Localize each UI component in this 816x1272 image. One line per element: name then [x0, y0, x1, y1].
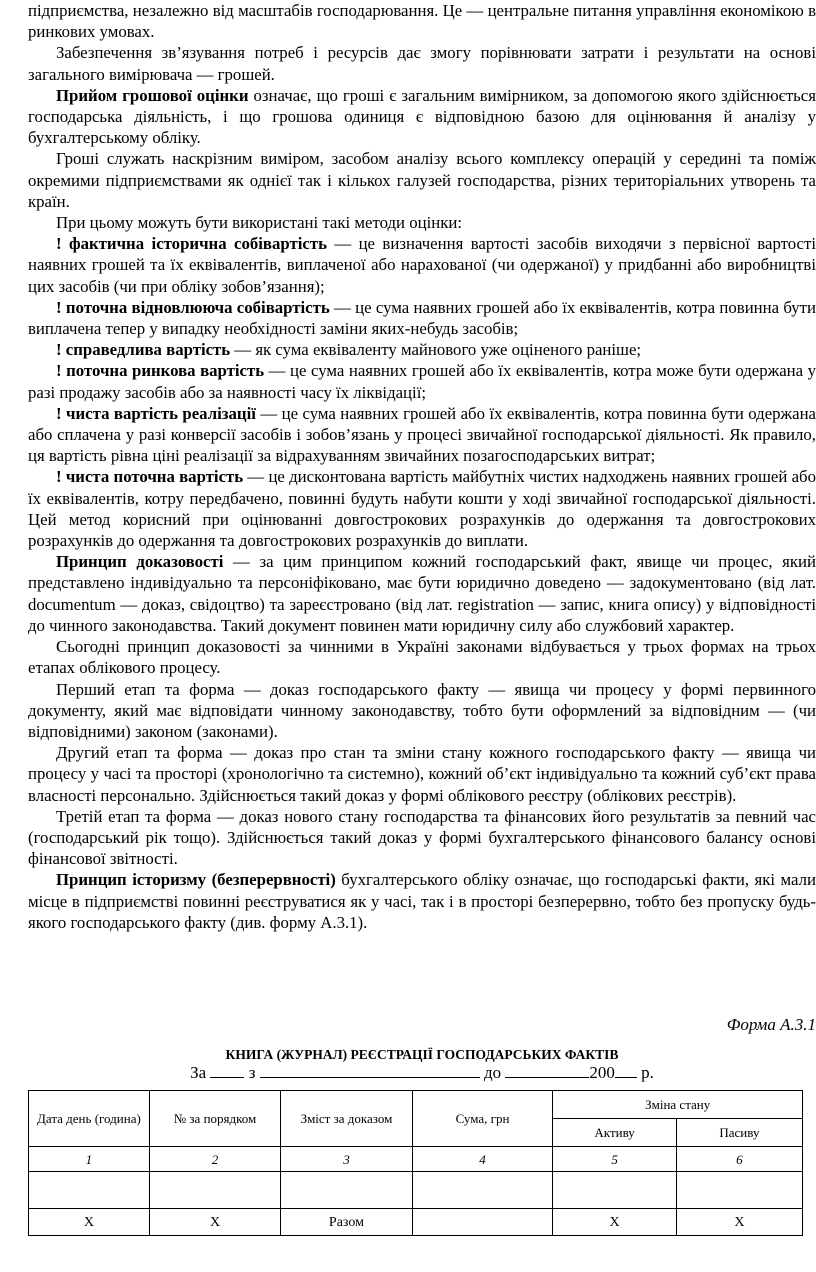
paragraph-text: Сьогодні принцип доказовості за чинними в Україні законами відбувається у трьох формах на трьох етапах облікового процесу. [28, 637, 816, 678]
paragraph-text: Забезпечення зв’язування потреб і ресурсів дає змогу порівнювати затрати і результати на основі загального вимірювача — грошей. [28, 43, 816, 84]
paragraph [28, 233, 816, 297]
paragraph-text: — це сума наявних грошей або їх еквівалентів, котра може бути одержана у разі продажу засобів або за наявності часу їх ліквідації; [28, 361, 816, 402]
paragraph [28, 806, 816, 870]
column-number: 1 [29, 1147, 150, 1172]
paragraph-text: — це визначення вартості засобів виходячи з первісної вартості наявних грошей та їх еквівалентів, виплаченої або нарахованої (чи одержаної) у придбанні або виробництві цих засобів (чи при обліку зобов’язання); [28, 234, 816, 296]
paragraph-term: ! чиста поточна вартість [56, 467, 244, 487]
paragraph-text: — за цим принципом кожний господарський факт, явище чи процес, який представлено індивідуально та персоніфіковано, має бути юридично доведено — задокументовано (від лат. documentum — доказ, свідоцтво) та зареєстровано (від лат. registration — запис, книга опису) у відповідності до чинного законодавства. Такий документ повинен мати юридичну силу або службовий характер. [28, 552, 816, 635]
period-z: з [248, 1063, 256, 1082]
paragraph-text: Третій етап та форма — доказ нового стану господарства та фінансових його результатів за певний час (господарський рік тощо). Здійснюється такий доказ у формі бухгалтерського фінансового балансу основі фінансової звітності. [28, 806, 816, 869]
blank-end [505, 1061, 589, 1078]
paragraph [28, 551, 816, 636]
column-number: 4 [412, 1147, 553, 1172]
paragraph [28, 212, 816, 233]
paragraph-term: ! поточна відновлююча собівартість [56, 297, 330, 317]
paragraph-text: — це сума наявних грошей або їх еквівалентів, котра повинна бути виплачена тепер у випадку необхідності заміни яких-небудь засобів; [28, 297, 816, 339]
paragraph-term: ! фактична історична собівартість [56, 234, 327, 254]
document-page [28, 0, 816, 1230]
paragraph [28, 403, 816, 467]
paragraph-text: Другий етап та форма — доказ про стан та зміни стану кожного господарського факту — явища чи процесу у часі та просторі (хронологічно та системно), кожний об’єкт індивідуально та кожний суб’єкт права власності персонально. Здійснюється такий доказ у формі облікового реєстру (облікових реєстрів). [28, 743, 816, 805]
total-cell [412, 1209, 553, 1236]
period-suffix: р. [641, 1063, 654, 1082]
paragraph-term: Принцип доказовості [56, 552, 224, 572]
paragraph [28, 339, 816, 360]
total-cell: Разом [281, 1209, 412, 1236]
paragraph-text: — це сума наявних грошей або їх еквівалентів, котра повинна бути одержана або сплачена у разі конверсії засобів і зобов’язань у процесі звичайної господарської діяльності. Як правило, ця вартість рівна ціні реалізації за відрахуванням звичайних позагосподарських витрат; [28, 403, 816, 466]
paragraph-text: бухгалтерського обліку означає, що господарські факти, які мали місце в підприємстві повинні реєструватися як у часі, так і в просторі безперервно, тобто без пропуску будь-якого господарського факту (див. форму А.3.1). [28, 870, 816, 932]
paragraph-term: ! чиста вартість реалізації [56, 403, 256, 423]
period-do: до [483, 1063, 502, 1082]
header-date: Дата день (година) [29, 1091, 150, 1147]
document-body [28, 0, 816, 933]
empty-cell [412, 1172, 553, 1209]
paragraph [28, 148, 816, 212]
period-line [28, 1061, 816, 1083]
total-cell: Х [29, 1209, 150, 1236]
header-assets: Активу [553, 1119, 676, 1147]
total-row [29, 1209, 803, 1236]
paragraph-text: Перший етап та форма — доказ господарського факту — явища чи процесу у формі первинного документу, який має відповідати чинному законодавству, тобто бути оформлений за відповідним — (чи відповідними) законом (законами). [28, 679, 816, 741]
empty-cell [553, 1172, 676, 1209]
empty-cell [29, 1172, 150, 1209]
paragraph-text: підприємства, незалежно від масштабів господарювання. Це — центральне питання управління економікою в ринкових умовах. [28, 1, 816, 42]
header-liabilities: Пасиву [676, 1119, 802, 1147]
paragraph [28, 0, 816, 42]
registration-table [28, 1090, 803, 1236]
paragraph [28, 42, 816, 84]
empty-cell [281, 1172, 412, 1209]
column-number: 5 [553, 1147, 676, 1172]
header-content: Зміст за доказом [281, 1091, 412, 1147]
period-za: За [190, 1063, 207, 1082]
blank-name [260, 1061, 480, 1078]
paragraph [28, 742, 816, 806]
paragraph-term: ! поточна ринкова вартість [56, 361, 265, 381]
paragraph [28, 679, 816, 743]
paragraph-term: Прийом грошової оцінки [56, 85, 249, 105]
paragraph-term: ! справедлива вартість [56, 340, 231, 360]
total-cell: Х [553, 1209, 676, 1236]
blank-year [615, 1061, 637, 1078]
paragraph-text: При цьому можуть бути використані такі методи оцінки: [56, 213, 463, 233]
empty-cell [149, 1172, 280, 1209]
total-cell: Х [676, 1209, 802, 1236]
paragraph [28, 636, 816, 678]
blank-start [210, 1061, 244, 1078]
form-title: КНИГА (ЖУРНАЛ) РЕЄСТРАЦІЇ ГОСПОДАРСЬКИХ ФАКТІВ [225, 1047, 619, 1062]
column-number: 6 [676, 1147, 802, 1172]
paragraph-text: — як сума еквіваленту майнового уже оціненого раніше; [230, 340, 642, 360]
paragraph-text: — це дисконтована вартість майбутніх чистих надходжень наявних грошей або їх еквівалентів, котру передбачено, повинні будуть набути кошти у ході звичайної господарської діяльності. Цей метод корисний при оцінюванні довгострокових розрахунків до одержання та довгострокових розрахунків до одержання та довгострокових розрахунків до виплати. [28, 467, 816, 551]
header-change: Зміна стану [553, 1091, 803, 1119]
column-number: 2 [149, 1147, 280, 1172]
paragraph-term: Принцип історизму (безперервності) [56, 870, 336, 890]
form-label: Форма А.3.1 [726, 1015, 816, 1034]
empty-cell [676, 1172, 802, 1209]
paragraph-text: означає, що гроші є загальним вимірником, за допомогою якого здійснюється господарська діяльність, і що грошова одиниця є відповідною базою для оцінювання й аналізу у бухгалтерському обліку. [28, 85, 816, 148]
paragraph [28, 466, 816, 551]
paragraph-text: Гроші служать наскрізним виміром, засобом аналізу всього комплексу операцій у середині та поміж окремими підприємствами як однієї так і кількох галузей господарства, різних територіальних утворень та країн. [28, 149, 816, 211]
paragraph [28, 297, 816, 339]
header-number: № за порядком [149, 1091, 280, 1147]
header-sum: Сума, грн [412, 1091, 553, 1147]
paragraph [28, 85, 816, 149]
paragraph [28, 360, 816, 402]
paragraph [28, 869, 816, 933]
period-year: 200 [589, 1063, 615, 1082]
column-number: 3 [281, 1147, 412, 1172]
empty-row [29, 1172, 803, 1209]
total-cell: Х [149, 1209, 280, 1236]
